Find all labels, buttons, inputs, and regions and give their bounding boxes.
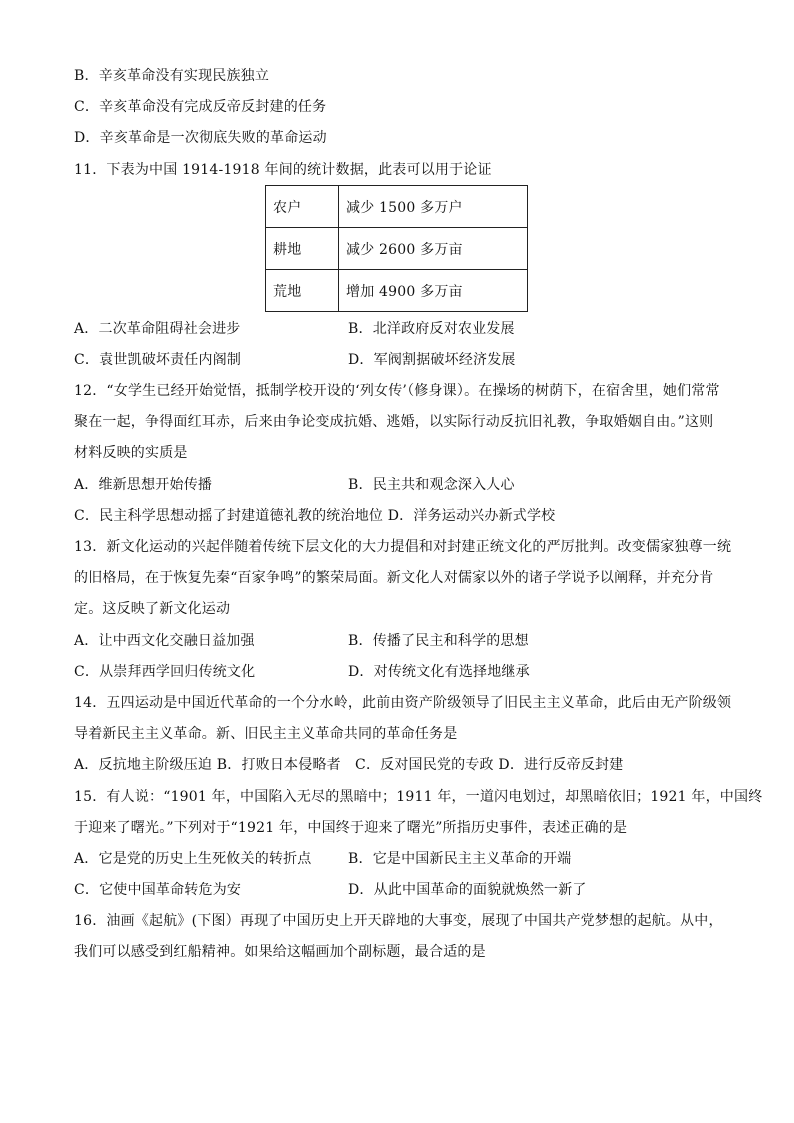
q15-stem-line-1: 15．有人说：“1901 年，中国陷入无尽的黑暗中；1911 年，一道闪电划过，却黑暗依旧；1921 年，中国终: [74, 789, 763, 805]
table-cell: 荒地: [266, 270, 339, 312]
q11-stats-table: [265, 185, 528, 312]
q13-stem-line-2: 的旧格局，在于恢复先秦“百家争鸣”的繁荣局面。新文化人对儒家以外的诸子学说予以阐释，并充分肯: [74, 570, 714, 586]
table-row: [266, 270, 528, 312]
q11-options-row-1: [74, 319, 724, 339]
q12-option-b: B．民主共和观念深入人心: [348, 477, 515, 493]
q14-stem-line-2: 导着新民主主义革命。新、旧民主主义革命共同的革命任务是: [74, 726, 458, 742]
q10-option-b: B．辛亥革命没有实现民族独立: [74, 68, 270, 84]
q12-stem-line-2: 聚在一起，争得面红耳赤，后来由争论变成抗婚、逃婚，以实际行动反抗旧礼教，争取婚姻自由。”这则: [74, 414, 714, 430]
q14-options: A．反抗地主阶级压迫 B．打败日本侵略者 C．反对国民党的专政 D．进行反帝反封建: [74, 757, 624, 773]
q12-options-cd: C．民主科学思想动摇了封建道德礼教的统治地位 D．洋务运动兴办新式学校: [74, 508, 556, 524]
q15-option-a: A．它是党的历史上生死攸关的转折点: [74, 851, 312, 867]
q13-stem-line-3: 定。这反映了新文化运动: [74, 601, 231, 617]
q15-stem-line-2: 于迎来了曙光。”下列对于“1921 年，中国终于迎来了曙光”所指历史事件，表述正确的是: [74, 820, 628, 836]
q12-stem-line-3: 材料反映的实质是: [74, 445, 188, 461]
q13-stem-line-1: 13．新文化运动的兴起伴随着传统下层文化的大力提倡和对封建正统文化的严厉批判。改变儒家独尊一统: [74, 539, 732, 555]
q10-option-d: D．辛亥革命是一次彻底失败的革命运动: [74, 130, 327, 146]
q12-options-row-1: [74, 475, 724, 495]
table-cell: 减少 2600 多万亩: [339, 228, 528, 270]
q11-options-row-2: [74, 350, 724, 370]
table-cell: 增加 4900 多万亩: [339, 270, 528, 312]
q15-option-c: C．它使中国革命转危为安: [74, 882, 242, 898]
q15-options-row-1: [74, 849, 724, 869]
q15-options-row-2: [74, 880, 724, 900]
q11-option-d: D．军阀割据破坏经济发展: [348, 352, 516, 368]
table-cell: 农户: [266, 186, 339, 228]
q11-option-c: C．袁世凯破坏责任内阁制: [74, 352, 242, 368]
q13-option-b: B．传播了民主和科学的思想: [348, 633, 529, 649]
q11-option-a: A．二次革命阻碍社会进步: [74, 321, 241, 337]
q13-options-row-2: [74, 662, 724, 682]
q13-option-c: C．从崇拜西学回归传统文化: [74, 664, 256, 680]
q11-stem: 11．下表为中国 1914-1918 年间的统计数据，此表可以用于论证: [74, 162, 492, 178]
q14-stem-line-1: 14．五四运动是中国近代革命的一个分水岭，此前由资产阶级领导了旧民主主义革命，此后由无产阶级领: [74, 695, 732, 711]
q15-option-b: B．它是中国新民主主义革命的开端: [348, 851, 572, 867]
q12-option-a: A．维新思想开始传播: [74, 477, 213, 493]
q11-option-b: B．北洋政府反对农业发展: [348, 321, 515, 337]
table-cell: 耕地: [266, 228, 339, 270]
table-row: [266, 228, 528, 270]
q10-option-c: C．辛亥革命没有完成反帝反封建的任务: [74, 99, 327, 115]
q12-stem-line-1: 12．“女学生已经开始觉悟，抵制学校开设的‘列女传’（修身课）。在操场的树荫下，在宿舍里，她们常常: [74, 383, 720, 399]
q13-option-a: A．让中西文化交融日益加强: [74, 633, 255, 649]
table-cell: 减少 1500 多万户: [339, 186, 528, 228]
q16-stem-line-2: 我们可以感受到红船精神。如果给这幅画加个副标题，最合适的是: [74, 944, 486, 960]
q16-stem-line-1: 16．油画《起航》(下图）再现了中国历史上开天辟地的大事变，展现了中国共产党梦想的起航。从中，: [74, 913, 723, 929]
q13-options-row-1: [74, 631, 724, 651]
q13-option-d: D．对传统文化有选择地继承: [348, 664, 530, 680]
q15-option-d: D．从此中国革命的面貌就焕然一新了: [348, 882, 587, 898]
table-row: [266, 186, 528, 228]
